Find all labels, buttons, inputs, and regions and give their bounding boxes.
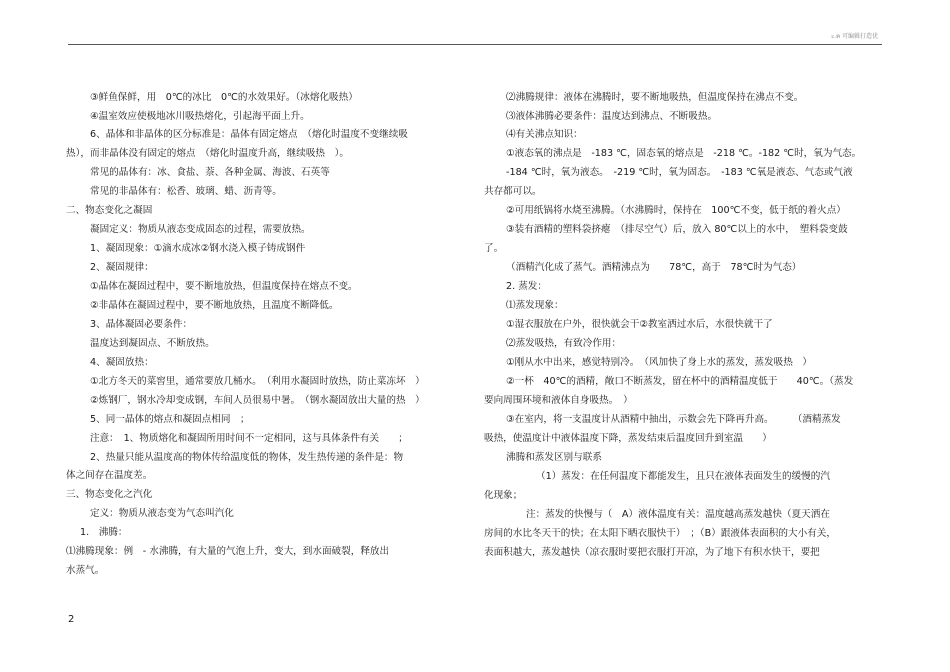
text-line: （1）蒸发：在任何温度下都能发生，且只在液体表面发生的缓慢的汽	[536, 471, 830, 482]
text-line: 沸腾和蒸发区别与联系	[506, 452, 602, 463]
text-line: 吸热，使温度计中液体温度下降，蒸发结束后温度回升到室温 ）	[484, 433, 772, 444]
text-line: ⑶液体沸腾必要条件：温度达到沸点、不断吸热。	[506, 111, 718, 122]
page-number: 2	[68, 614, 75, 625]
text-line: ①刚从水中出来，感觉特别冷。 （风加快了身上水的蒸发，蒸发吸热 ）	[506, 357, 812, 368]
text-line: -184 ℃时，氧为液态。 -219 ℃时，氧为固态。 -183 ℃氧是液态、气态或气液	[506, 167, 853, 178]
text-line: 2. 蒸发：	[506, 281, 547, 292]
text-line: 表面积越大，蒸发越快（凉衣服时要把衣服打开凉，为了地下有积水快干，要把	[484, 547, 820, 558]
text-line: ②非晶体在凝固过程中，要不断地放热，且温度不断降低。	[90, 300, 339, 311]
text-line: ①北方冬天的菜窖里，通常要放几桶水。 （利用水凝固时放热，防止菜冻坏 ）	[90, 376, 425, 387]
text-line: ②炼钢厂，钢水冷却变成钢，车间人员很易中暑。 （钢水凝固放出大量的热 ）	[90, 395, 425, 406]
text-line: 房间的水比冬天干的快；在太阳下晒衣服快干） ；（B）跟液体表面积的大小有关，	[484, 528, 836, 539]
text-line: 凝固定义：物质从液态变成固态的过程，需要放热。	[90, 224, 311, 235]
text-line: ③鲜鱼保鲜，用 0℃的冰比 0℃的水效果好。（冰熔化吸热）	[90, 92, 358, 103]
text-line: 5、同一晶体的熔点和凝固点相同 ；	[90, 414, 250, 425]
text-line: ⑵蒸发吸热，有致冷作用：	[506, 338, 622, 349]
text-line: 1. 沸腾：	[80, 527, 128, 538]
text-line: 2、凝固规律：	[90, 262, 154, 273]
text-line: ②可用纸锅将水烧至沸腾。（水沸腾时，保持在 100℃不变，低于纸的着火点）	[506, 205, 846, 216]
text-line: 常见的晶体有：冰、食盐、萘、各种金属、海波、石英等	[90, 167, 330, 178]
text-line: ⑴沸腾现象：例 - 水沸腾，有大量的气泡上升，变大，到水面破裂，释放出	[66, 546, 390, 557]
text-line: ⑵沸腾规律：液体在沸腾时，要不断地吸热，但温度保持在沸点不变。	[506, 92, 804, 103]
text-line: ④温室效应使极地冰川吸热熔化，引起海平面上升。	[90, 111, 310, 122]
text-line: 3、晶体凝固必要条件：	[90, 319, 193, 330]
text-line: 了。	[484, 243, 504, 254]
section-heading: 二、物态变化之凝固	[66, 205, 153, 216]
header-rule	[68, 44, 882, 45]
text-line: ③在室内，将一支温度计从酒精中抽出，示数会先下降再升高。 （酒精蒸发	[506, 414, 841, 425]
text-line: 2、热量只能从温度高的物体传给温度低的物体，发生热传递的条件是：物	[90, 452, 404, 463]
text-line: 常见的非晶体有：松香、玻璃、蜡、沥青等。	[90, 186, 282, 197]
text-line: 温度达到凝固点、不断放热。	[90, 338, 215, 349]
text-line: 体之间存在温度差。	[66, 470, 153, 481]
text-line: ⑷有关沸点知识：	[506, 129, 583, 140]
text-line: 4、凝固放热：	[90, 357, 154, 368]
text-line: ①晶体在凝固过程中，要不断地放热，但温度保持在熔点不变。	[90, 281, 358, 292]
text-line: ⑴蒸发现象：	[506, 300, 564, 311]
text-line: 热），而非晶体没有固定的熔点 （熔化时温度升高，继续吸热 ）。	[66, 148, 350, 159]
header-text: ะ.ค 可编辑打造优	[830, 33, 878, 40]
text-line: （酒精汽化成了蒸气。酒精沸点为 78℃，高于 78℃时为气态）	[506, 262, 802, 273]
section-heading: 三、物态变化之汽化	[66, 489, 153, 500]
text-line: 注：蒸发的快慢与（ A）液体温度有关：温度越高蒸发越快（夏天洒在	[526, 509, 830, 520]
text-line: 共存都可以。	[484, 186, 542, 197]
text-line: ②一杯 40℃的酒精，敞口不断蒸发，留在杯中的酒精温度低于 40℃。（蒸发	[506, 376, 854, 387]
text-line: 6、晶体和非晶体的区分标准是：晶体有固定熔点 （熔化时温度不变继续吸	[90, 129, 408, 140]
text-line: 注意： 1、物质熔化和凝固所用时间不一定相同，这与具体条件有关 ；	[90, 433, 408, 444]
text-line: ③装有酒精的塑料袋挤瘪 （排尽空气）后，放入 80℃以上的水中， 塑料袋变鼓	[506, 224, 848, 235]
text-line: 水蒸气。	[66, 565, 105, 576]
text-line: 定义：物质从液态变为气态叫汽化	[90, 508, 234, 519]
text-line: ①液态氧的沸点是 -183 ℃，固态氧的熔点是 -218 ℃。-182 ℃时，氧为气态。	[506, 148, 862, 159]
text-line: 要向周围环境和液体自身吸热。 ）	[484, 395, 633, 406]
text-line: 1、凝固现象：①滴水成冰②钢水浇入模子铸成钢件	[90, 243, 306, 254]
text-line: 化现象；	[484, 490, 523, 501]
text-line: ①湿衣服放在户外，很快就会干②教室洒过水后，水很快就干了	[506, 319, 773, 330]
